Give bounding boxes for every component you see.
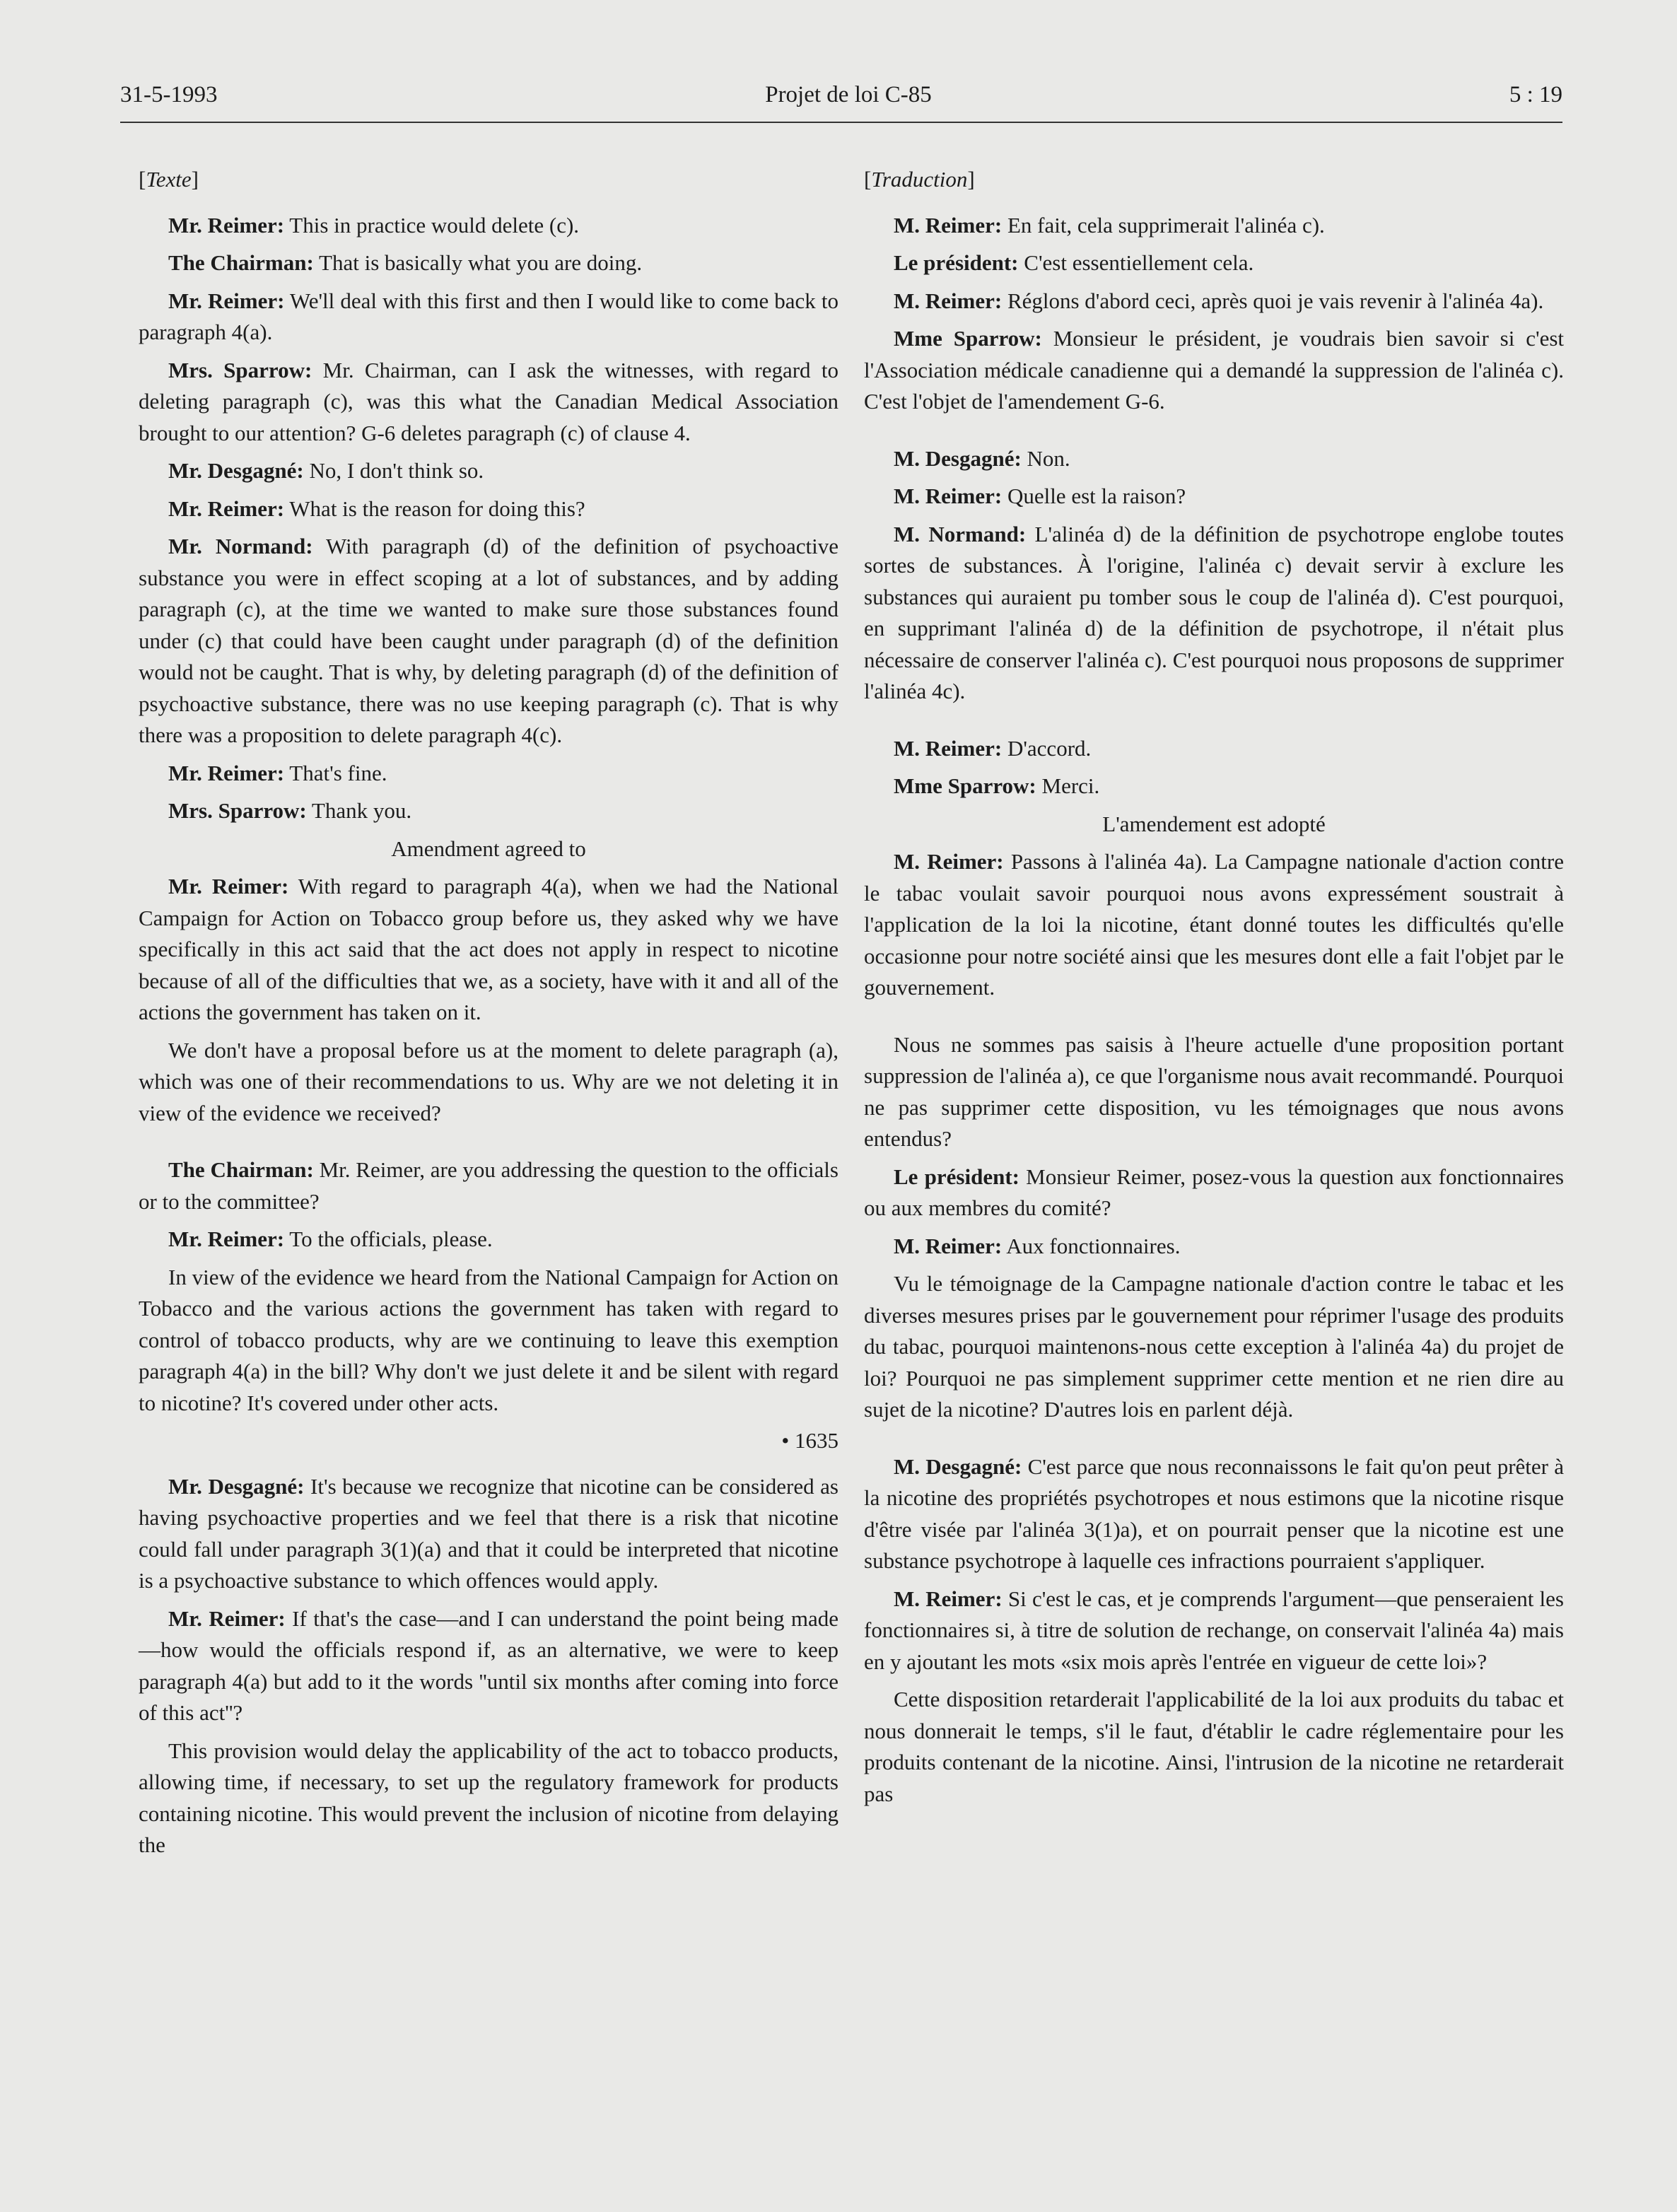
speaker-turn — [139, 1471, 838, 1597]
french-column — [864, 164, 1564, 1816]
speech-text: Réglons d'abord ceci, après quoi je vais revenir à l'alinéa 4a). — [1002, 288, 1544, 313]
column-tag-text: Texte — [146, 167, 192, 192]
speaker-name: Mrs. Sparrow: — [168, 798, 307, 823]
speaker-name: M. Reimer: — [894, 212, 1003, 238]
paragraph — [139, 1035, 838, 1130]
speaker-name: Mme Sparrow: — [894, 773, 1036, 798]
speaker-turn — [864, 1161, 1564, 1224]
speaker-turn — [864, 1451, 1564, 1577]
speech-text: To the officials, please. — [284, 1227, 493, 1251]
speaker-name: Mrs. Sparrow: — [168, 357, 312, 382]
speech-text: Non. — [1021, 445, 1070, 471]
speech-text: We'll deal with this first and then I would like to come back to paragraph 4(a). — [139, 288, 838, 344]
speaker-name: Mr. Desgagné: — [168, 458, 304, 483]
paragraph — [864, 1029, 1564, 1155]
speech-text: D'accord. — [1002, 735, 1092, 761]
time-marker: • 1635 — [781, 1428, 838, 1453]
speech-text: Nous ne sommes pas saisis à l'heure actuelle d'une proposition portant suppression de l'alinéa a), ce que l'organisme nous avait recommandé. Pourquoi ne pas supprimer cette disposition, vu les témoignages que nous avons entendus? — [864, 1031, 1564, 1151]
speaker-name: Mme Sparrow: — [894, 326, 1042, 351]
speaker-turn — [864, 771, 1564, 802]
speaker-name: Mr. Reimer: — [168, 1227, 285, 1251]
speaker-turn — [139, 531, 838, 751]
speech-text: Thank you. — [306, 798, 412, 823]
speech-text: With paragraph (d) of the definition of psychoactive substance you were in effect scoping at a lot of substances, and by adding paragraph (c), at the time we wanted to make sure those substances found under (c) that could have been caught under paragraph (d) of the definition would not be caught. That is why, by deleting paragraph (d) of the definition of psychoactive substance, there was no use keeping paragraph (c). That is why there was a proposition to delete paragraph 4(c). — [139, 534, 838, 747]
speaker-name: Le président: — [894, 250, 1019, 275]
speech-text: Vu le témoignage de la Campagne nationale d'action contre le tabac et les diverses mesures prises par le gouvernement pour réprimer l'usage des produits du tabac, pourquoi maintenons-nous cette exception à l'alinéa 4a) du projet de loi? Pourquoi ne pas simplement supprimer cette mention et ne rien dire au sujet de la nicotine? D'autres lois en parlent déjà. — [864, 1271, 1564, 1422]
column-tag: [Texte] — [139, 167, 199, 192]
speaker-name: M. Reimer: — [894, 288, 1003, 313]
speech-text: This in practice would delete (c). — [284, 212, 580, 238]
speaker-name: M. Reimer: — [894, 735, 1003, 761]
speaker-turn — [864, 247, 1564, 279]
english-column — [139, 164, 838, 1868]
column-tag: [Traduction] — [864, 167, 975, 192]
page-header — [120, 79, 1562, 123]
speaker-name: M. Desgagné: — [894, 1453, 1022, 1479]
speaker-name: Mr. Reimer: — [168, 288, 285, 313]
speaker-turn — [139, 210, 838, 242]
speaker-name: Mr. Reimer: — [168, 760, 285, 785]
speech-text: Cette disposition retarderait l'applicabilité de la loi aux produits du tabac et nous donnerait le temps, s'il le faut, d'établir le cadre réglementaire pour les produits contenant de la nicotine. Ainsi, l'intrusion de la nicotine ne retarderait pas — [864, 1687, 1564, 1806]
speaker-turn — [864, 733, 1564, 765]
speaker-name: The Chairman: — [168, 1157, 314, 1182]
column-tag-text: Traduction — [871, 167, 968, 192]
speech-text: Mr. Chairman, can I ask the witnesses, with regard to deleting paragraph (c), was this what the Canadian Medical Association brought to our attention? G-6 deletes paragraph (c) of clause 4. — [139, 357, 839, 445]
speaker-name: M. Reimer: — [894, 484, 1003, 508]
speaker-name: Mr. Reimer: — [168, 496, 285, 521]
speaker-name: M. Desgagné: — [894, 445, 1022, 471]
speaker-turn — [864, 1231, 1564, 1263]
speaker-name: Le président: — [894, 1164, 1019, 1189]
speaker-turn — [139, 286, 838, 349]
speaker-name: Mr. Reimer: — [168, 212, 285, 238]
speaker-turn — [139, 247, 838, 279]
speaker-turn — [139, 1603, 838, 1729]
speaker-turn — [864, 286, 1564, 317]
speaker-turn — [864, 1584, 1564, 1678]
speech-text: C'est parce que nous reconnaissons le fait qu'on peut prêter à la nicotine des propriétés psychotropes et nous estimons que la nicotine risque d'être visée par l'alinéa 3(1)a), et on pourrait penser que la nicotine est une substance psychotrope à laquelle ces infractions pourraient s'appliquer. — [864, 1453, 1565, 1573]
speech-text: What is the reason for doing this? — [284, 496, 585, 521]
speaker-turn — [139, 1154, 838, 1217]
speaker-turn — [864, 323, 1564, 418]
header-title: Projet de loi C-85 — [765, 82, 932, 107]
speaker-name: M. Reimer: — [894, 849, 1004, 874]
speaker-turn — [139, 493, 838, 525]
speaker-name: The Chairman: — [168, 250, 314, 275]
speech-text: That is basically what you are doing. — [313, 250, 643, 275]
paragraph — [139, 1262, 838, 1420]
speaker-turn — [864, 443, 1564, 475]
header-date: 31-5-1993 — [120, 82, 218, 107]
speech-text: Merci. — [1036, 773, 1100, 798]
speech-text: In view of the evidence we heard from the National Campaign for Action on Tobacco and the various actions the government has taken with regard to control of tobacco products, why are we continuing to leave this exemption paragraph 4(a) in the bill? Why don't we just delete it and be silent with regard to nicotine? It's covered under other acts. — [139, 1264, 838, 1415]
speaker-name: Mr. Reimer: — [168, 874, 289, 899]
speaker-name: Mr. Reimer: — [168, 1605, 286, 1631]
speech-text: It's because we recognize that nicotine can be considered as having psychoactive properties and we feel that there is a risk that nicotine could fall under paragraph 3(1)(a) and that it could be interpreted that nicotine is a psychoactive substance to which offences would apply. — [139, 1473, 838, 1593]
speaker-turn — [139, 1224, 838, 1256]
speech-text: This provision would delay the applicability of the act to tobacco products, allowing time, if necessary, to set up the regulatory framework for products containing nicotine. This would prevent the inclusion of nicotine from delaying the — [139, 1738, 838, 1857]
paragraph — [864, 1268, 1564, 1426]
speech-text: Passons à l'alinéa 4a). La Campagne nationale d'action contre le tabac voulait savoir pourquoi nous avons expressément soustrait à l'application de la loi la nicotine, étant donné toutes les difficultés qu'elle occasionne pour notre société ainsi que les mesures dont elle a fait l'objet par le gouvernement. — [864, 849, 1564, 1000]
speech-text: We don't have a proposal before us at the moment to delete paragraph (a), which was one of their recommendations to us. Why are we not deleting it in view of the evidence we received? — [139, 1037, 838, 1125]
speech-text: Quelle est la raison? — [1002, 484, 1186, 508]
speech-text: En fait, cela supprimerait l'alinéa c). — [1002, 212, 1325, 238]
header-page-number: 5 : 19 — [1509, 82, 1562, 107]
speech-text: Monsieur le président, je voudrais bien savoir si c'est l'Association médicale canadienne qui a demandé la suppression de l'alinéa c). C'est l'objet de l'amendement G-6. — [864, 326, 1565, 414]
speaker-name: Mr. Desgagné: — [168, 1473, 305, 1499]
speaker-turn — [864, 481, 1564, 513]
speech-text: Monsieur Reimer, posez-vous la question aux fonctionnaires ou aux membres du comité? — [864, 1164, 1564, 1220]
speaker-name: M. Reimer: — [894, 1586, 1003, 1611]
speaker-name: M. Reimer: — [894, 1233, 1003, 1258]
speech-text: C'est essentiellement cela. — [1018, 250, 1254, 275]
speech-text: If that's the case—and I can understand the point being made—how would the officials respond if, as an alternative, we were to keep paragraph 4(a) but add to it the words ''until six months after coming into force of this act''? — [139, 1605, 838, 1725]
speaker-turn — [139, 355, 838, 450]
speaker-turn — [139, 871, 838, 1029]
speech-text: Mr. Reimer, are you addressing the question to the officials or to the committee? — [139, 1157, 838, 1214]
speech-text: No, I don't think so. — [303, 458, 484, 483]
motion-result: Amendment agreed to — [391, 836, 586, 861]
speaker-turn — [864, 519, 1564, 708]
speaker-turn — [139, 455, 838, 487]
paragraph — [864, 1684, 1564, 1810]
speaker-turn — [139, 758, 838, 790]
paragraph — [139, 1736, 838, 1861]
speech-text: With regard to paragraph 4(a), when we had the National Campaign for Action on Tobacco group before us, they asked why we have specifically in this act said that the act does not apply in respect to nicotine because of all of the difficulties that we, as a society, have with it and all of the actions the government has taken on it. — [139, 874, 838, 1024]
speech-text: That's fine. — [284, 760, 387, 785]
speech-text: Si c'est le cas, et je comprends l'argument—que penseraient les fonctionnaires si, à titre de solution de rechange, on conservait l'alinéa 4a) mais en y ajoutant les mots «six mois après l'entrée en vigueur de cette loi»? — [864, 1586, 1564, 1674]
speech-text: L'alinéa d) de la définition de psychotrope englobe toutes sortes de substances. À l'origine, l'alinéa c) devait servir à exclure les substances qui auraient pu tomber sous le coup de l'alinéa d). C'est pourquoi, en supprimant l'alinéa d) de la définition de psychotrope, il n'était plus nécessaire de conserver l'alinéa c). C'est pourquoi nous proposons de supprimer l'alinéa 4c). — [864, 521, 1564, 703]
motion-result: L'amendement est adopté — [1102, 811, 1326, 836]
speaker-turn — [864, 210, 1564, 242]
speech-text: Aux fonctionnaires. — [1002, 1233, 1181, 1258]
speaker-name: Mr. Normand: — [168, 534, 313, 558]
speaker-turn — [864, 846, 1564, 1004]
speaker-turn — [139, 795, 838, 827]
speaker-name: M. Normand: — [894, 521, 1027, 546]
